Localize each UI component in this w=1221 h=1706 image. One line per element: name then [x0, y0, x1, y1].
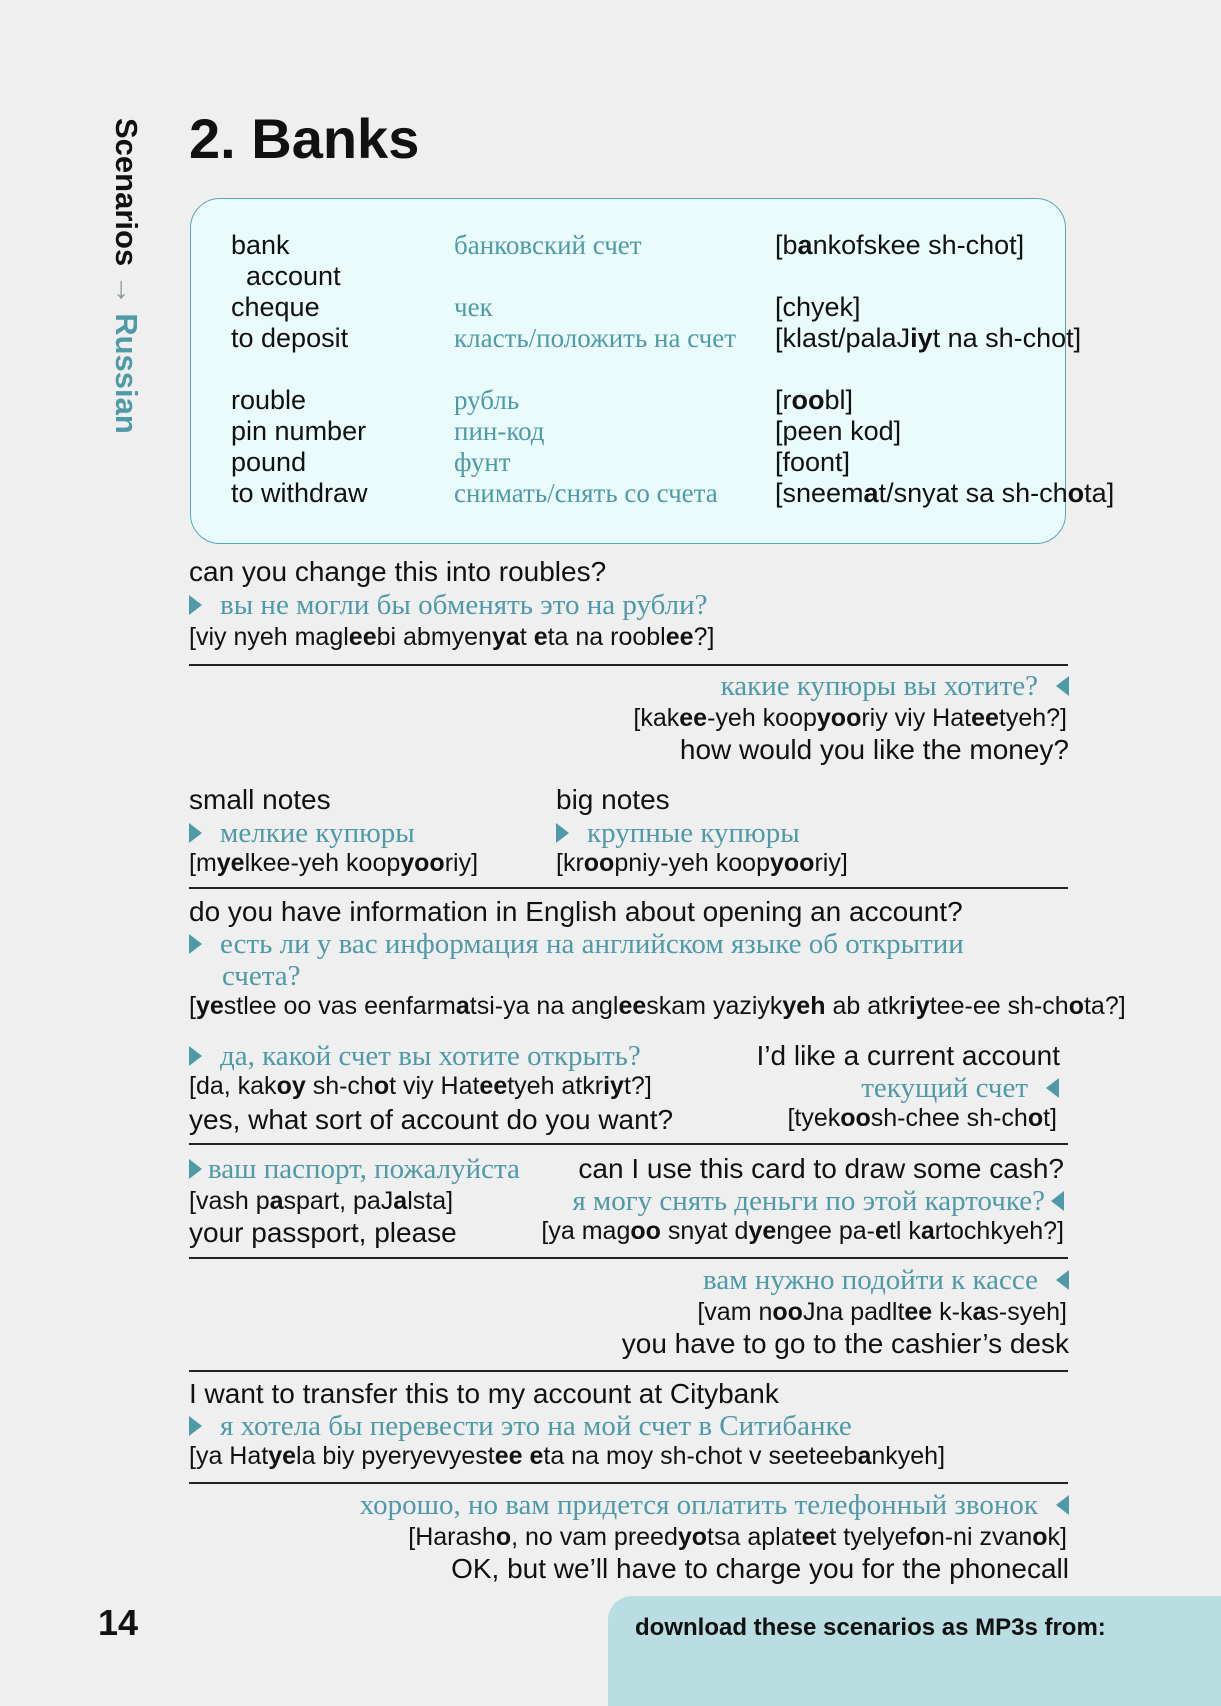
phrase-english: can you change this into roubles?	[189, 556, 607, 587]
phrase-russian	[572, 1185, 1064, 1218]
play-left-icon	[1046, 1078, 1059, 1098]
phrase-phonetic: [da, kakoy sh-chot viy Hateetyeh atkriyt?]	[189, 1072, 652, 1100]
phrase-english: big notes	[556, 784, 670, 815]
phrase-russian	[189, 817, 415, 850]
section-name: Scenarios	[109, 118, 144, 267]
phrase-russian-text: крупные купюры	[587, 817, 800, 849]
phrase-english: small notes	[189, 784, 331, 815]
phrase-phonetic: [viy nyeh magleebi abmyenyat eta na rooblee?]	[189, 623, 715, 651]
phrase-russian	[189, 928, 964, 961]
section-sidebar-label	[108, 118, 144, 434]
vocab-russian: чек	[454, 292, 493, 322]
vocab-phonetic: [foont]	[775, 447, 851, 477]
vocab-russian: снимать/снять со счета	[454, 478, 718, 508]
phrase-phonetic: [yestlee oo vas eenfarmatsi-ya na angleeskam yaziykyeh ab atkriytee-ee sh-chota?]	[189, 992, 1126, 1020]
phrase-phonetic: [vash paspart, paJalsta]	[189, 1187, 454, 1215]
phrase-phonetic: [ya Hatyela biy pyeryevyestee eta na moy sh-chot v seeteebankyeh]	[189, 1442, 946, 1470]
play-right-icon	[189, 595, 202, 615]
phrase-russian	[861, 1072, 1059, 1105]
phrase-russian-text: вам нужно подойти к кассе	[703, 1264, 1038, 1296]
divider	[189, 1482, 1068, 1484]
phrase-russian-text: я хотела бы перевести это на мой счет в Ситибанке	[220, 1410, 852, 1442]
divider	[189, 1143, 1068, 1145]
vocab-phonetic: [peen kod]	[775, 416, 902, 446]
phrase-phonetic: [vam nooJna padltee k-kas-syeh]	[697, 1298, 1067, 1326]
phrase-russian-text: текущий счет	[861, 1072, 1028, 1104]
phrase-russian	[721, 670, 1069, 703]
phrase-russian-text: вы не могли бы обменять это на рубли?	[220, 589, 708, 621]
phrase-english: I’d like a current account	[756, 1040, 1060, 1071]
vocab-english: to withdraw	[231, 478, 368, 508]
phrase-russian	[360, 1489, 1069, 1522]
phrase-russian	[189, 1410, 852, 1443]
divider	[189, 1370, 1068, 1372]
play-right-icon	[189, 934, 202, 954]
phrase-english: can I use this card to draw some cash?	[578, 1153, 1064, 1184]
divider	[189, 887, 1068, 889]
phrase-russian-text: есть ли у вас информация на английском языке об открытии	[220, 928, 964, 960]
phrase-english: yes, what sort of account do you want?	[189, 1104, 674, 1135]
arrow-icon: →	[109, 274, 144, 306]
vocab-russian: банковский счет	[454, 230, 642, 260]
vocab-english: rouble	[231, 385, 307, 415]
phrase-phonetic: [tyekoosh-chee sh-chot]	[787, 1104, 1057, 1132]
vocab-english: bank account	[231, 230, 341, 291]
phrase-russian-text: какие купюры вы хотите?	[720, 670, 1038, 702]
vocab-english: cheque	[231, 292, 320, 322]
vocab-phonetic: [sneemat/snyat sa sh-chota]	[775, 478, 1115, 508]
phrase-phonetic: [kakee-yeh koopyooriy viy Hateetyeh?]	[633, 704, 1067, 732]
play-right-icon	[189, 823, 202, 843]
vocab-russian: пин-код	[454, 416, 545, 446]
phrase-phonetic: [kroopniy-yeh koopyooriy]	[556, 849, 848, 877]
vocab-phonetic: [chyek]	[775, 292, 861, 322]
language-name: Russian	[109, 313, 144, 434]
footer-banner	[608, 1596, 1221, 1706]
vocab-russian: класть/положить на счет	[454, 323, 737, 353]
play-right-icon	[189, 1046, 202, 1066]
vocab-english: to deposit	[231, 323, 349, 353]
play-left-icon	[1056, 1495, 1069, 1515]
phrase-phonetic: [Harasho, no vam preedyotsa aplateet tyelyefon-ni zvanok]	[408, 1523, 1067, 1551]
phrase-english: your passport, please	[189, 1217, 457, 1248]
play-left-icon	[1056, 1270, 1069, 1290]
phrase-russian	[556, 817, 800, 850]
play-right-icon	[189, 1416, 202, 1436]
phrase-english: do you have information in English about opening an account?	[189, 896, 963, 927]
vocab-russian: рубль	[454, 385, 520, 415]
phrase-english: how would you like the money?	[679, 734, 1069, 765]
vocab-english: pin number	[231, 416, 367, 446]
vocabulary-box	[190, 198, 1115, 544]
phrase-russian	[189, 1153, 520, 1186]
phrase-russian-continued: счета?	[222, 960, 301, 992]
phrase-phonetic: [ya magoo snyat dyengee pa-etl kartochkyeh?]	[541, 1217, 1064, 1245]
vocab-phonetic: [bankofskee sh-chot]	[775, 230, 1025, 260]
phrase-russian-text: хорошо, но вам придется оплатить телефонный звонок	[359, 1489, 1038, 1521]
divider	[189, 1257, 1068, 1259]
phrase-russian-text: я могу снять деньги по этой карточке?	[572, 1185, 1045, 1217]
vocab-phonetic: [roobl]	[775, 385, 854, 415]
phrase-english: I want to transfer this to my account at Citybank	[189, 1378, 779, 1409]
phrase-phonetic: [myelkee-yeh koopyooriy]	[189, 849, 479, 877]
phrase-russian-text: да, какой счет вы хотите открыть?	[220, 1040, 641, 1072]
play-right-icon	[556, 823, 569, 843]
vocab-russian: фунт	[454, 447, 511, 477]
phrase-russian	[703, 1264, 1069, 1297]
play-right-icon	[189, 1159, 202, 1179]
phrase-english: OK, but we’ll have to charge you for the phonecall	[451, 1553, 1069, 1584]
vocab-phonetic: [klast/palaJiyt na sh-chot]	[775, 323, 1082, 353]
download-text: download these scenarios as MP3s from:	[635, 1614, 1106, 1641]
phrase-russian	[189, 589, 708, 622]
play-left-icon	[1056, 676, 1069, 696]
vocab-english: pound	[231, 447, 307, 477]
play-left-icon	[1051, 1191, 1064, 1211]
page-number: 14	[98, 1602, 139, 1643]
phrase-english: you have to go to the cashier’s desk	[621, 1328, 1069, 1359]
phrase-russian-text: ваш паспорт, пожалуйста	[208, 1153, 520, 1185]
page-title: 2. Banks	[189, 107, 420, 170]
phrase-russian-text: мелкие купюры	[220, 817, 415, 849]
phrase-russian	[189, 1040, 641, 1073]
divider	[189, 664, 1068, 666]
